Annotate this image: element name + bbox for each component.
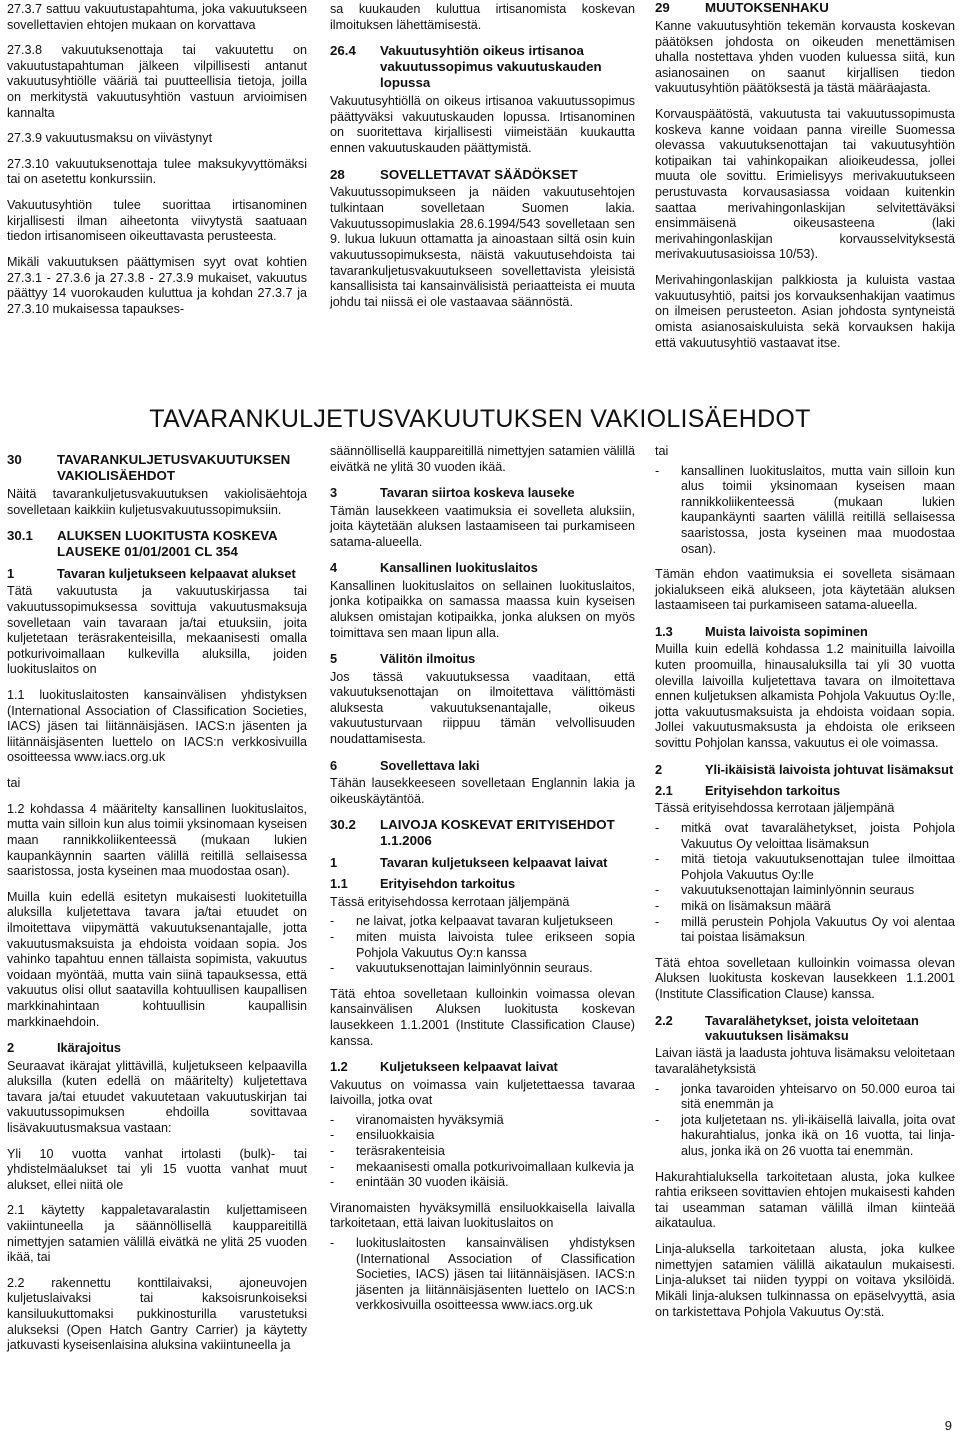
list-item: - mikä on lisämaksun määrä — [655, 899, 831, 914]
bullet-list — [655, 464, 955, 558]
paragraph: Viranomaisten hyväksymillä ensiluokkaisella laivalla tarkoitetaan, että laivan luokituslaitos on — [330, 1200, 635, 1231]
section-title: Ikärajoitus — [57, 1040, 122, 1056]
list-item: - teräsrakenteisia — [330, 1143, 445, 1158]
section-heading — [655, 624, 955, 639]
list-item: - jota kuljetetaan ns. yli-ikäisellä laivalla, joita ovat hakurahtialus, jonka ikä on 16 vuotta, tai linja-alus, jonka ikä on 26 vuotta tai enemmän. — [655, 1112, 955, 1159]
section-title: Tavaran kuljetukseen kelpaavat alukset — [57, 566, 296, 582]
paragraph: Tätä ehtoa sovelletaan kulloinkin voimassa olevan kansainvälisen Aluksen luokitusta koskevan lausekkeen 1.1.2001 (Institute Classification Clause) kanssa. — [330, 986, 635, 1048]
paragraph: 27.3.8 vakuutuksenottaja tai vakuutettu on vakuutustapahtuman jälkeen vilpillisesti antanut vakuutusyhtiölle vääriä tai puutteellisia tietoja, joilla on merkitystä vakuutusyhtiön vastuun arvioimisen kannalta — [7, 43, 307, 120]
section-heading — [330, 876, 635, 891]
section-title: Vakuutusyhtiön oikeus irtisanoa vakuutussopimus vakuutuskauden lopussa — [380, 43, 602, 91]
section-number: 29 — [655, 0, 670, 15]
paragraph: 27.3.9 vakuutusmaksu on viivästynyt — [7, 131, 213, 146]
section-heading — [330, 855, 635, 870]
list-item: - vakuutuksenottajan laiminlyönnin seuraus — [655, 883, 915, 898]
section-number: 28 — [330, 166, 345, 182]
section-number: 30 — [7, 452, 22, 467]
list-item: - luokituslaitosten kansainvälisen yhdistyksen (International Association of Classification Societies, IACS) jäsen tai liitännäisjäsen. IACS:n jäsenten ja liitännäisjäsenten luettelo on IACS:n verkkosivuilla osoitteessa www.iacs.org.uk — [330, 1236, 635, 1313]
bottom-column-3 — [655, 444, 955, 1330]
paragraph: Tähän lausekkeeseen sovelletaan Englannin lakia ja oikeuskäytäntöä. — [330, 775, 635, 806]
bullet-list — [330, 914, 635, 976]
section-heading — [655, 1013, 955, 1044]
paragraph: Tätä ehtoa sovelletaan kulloinkin voimassa olevan Aluksen luokitusta koskevan lausekkeen 1.1.2001 (Institute Classification Clause) kanssa. — [655, 955, 955, 1002]
section-number: 30.2 — [330, 817, 356, 833]
section-title: Sovellettava laki — [380, 757, 480, 773]
section-number: 1.3 — [655, 624, 673, 640]
list-item: - vakuutuksenottajan laiminlyönnin seuraus. — [330, 961, 593, 976]
section-title: Kuljetukseen kelpaavat laivat — [380, 1059, 558, 1075]
section-heading — [655, 762, 955, 777]
section-number: 3 — [330, 485, 338, 501]
section-title: Kansallinen luokituslaitos — [380, 560, 538, 576]
section-number: 1 — [7, 566, 15, 582]
paragraph: Mikäli vakuutuksen päättymisen syyt ovat kohtien 27.3.1 - 27.3.6 ja 27.3.8 - 27.3.9 mukaiset, vakuutus päättyy 14 vuorokauden kuluttua ja kohdan 27.3.7 ja 27.3.10 mukaisessa tapaukses- — [7, 254, 307, 316]
section-heading — [7, 1040, 307, 1055]
section-heading — [330, 1059, 635, 1074]
bullet-list — [330, 1236, 635, 1314]
paragraph: Muilla kuin edellä kohdassa 1.2 mainituilla laivoilla kuten proomuilla, hinausaluksilla tai yli 30 vuotta olevilla laivoilla kuljetettava tavara on ilmoitettava ennen kuljetuksen alkamista Pohjola Vakuutus Oy:lle, jotta vakuutusmaksuista ja ehdoista voidaan sopia. Jollei vakuutusmaksusta ja ehdoista ole erikseen sovittu Pohjolan kanssa, vakuutus ei ole voimassa. — [655, 642, 955, 751]
top-column-2 — [330, 2, 635, 320]
section-number: 1.1 — [330, 876, 348, 892]
section-number: 26.4 — [330, 43, 356, 59]
paragraph: 27.3.10 vakuutuksenottaja tulee maksukyvyttömäksi tai on asetettu konkurssiin. — [7, 156, 307, 187]
list-item: - kansallinen luokituslaitos, mutta vain silloin kun alus toimii yksinomaan kyseisen maan rannikkoliikenteessä (mukaan lukien kaupankäynti saarten välillä reitillä sellaisessa saaristossa, josta kyseinen maa muodostaa osan). — [655, 463, 955, 556]
section-heading — [330, 817, 635, 849]
section-heading — [655, 0, 955, 16]
paragraph: Laivan iästä ja laadusta johtuva lisämaksu veloitetaan tavaralähetyksistä — [655, 1046, 955, 1076]
section-heading — [330, 758, 635, 773]
section-heading — [330, 485, 635, 500]
list-item: - ensiluokkaisia — [330, 1128, 435, 1143]
section-number: 5 — [330, 651, 338, 667]
paragraph: Seuraavat ikärajat ylittävillä, kuljetukseen kelpaavilla aluksilla (kuten edellä on määritelty) kuljetettava tavara ja/tai etuudet vakuutetaan vakuutuskirjan tai vakuutussopimuksen ehdoilla sovittavaa lisävakuutusmaksua vastaan: — [7, 1058, 307, 1135]
section-title: SOVELLETTAVAT SÄÄDÖKSET — [380, 166, 578, 182]
paragraph: Vakuutussopimukseen ja näiden vakuutusehtojen tulkintaan sovelletaan Suomen lakia. Vakuutussopimuslakia 28.6.1994/543 sovelletaan sen 9. lukua lukuun ottamatta ja ainoastaan siltä osin kuin vakuutussopimuksesta, näistä vakuutusehdoista tai tavarankuljetusvakuutukseen sovellettavista yleisistä kansallisista tai kansainvälisistä periaatteista ei muuta johdu tai niissä ei ole vastaavaa säännöstä. — [330, 185, 635, 309]
paragraph: Kansallinen luokituslaitos on sellainen luokituslaitos, jonka kotipaikka on samassa maassa kuin kyseisen aluksen omistajan kotipaikka, jonka aluksen on myös toimittava sen maan lipun alla. — [330, 578, 635, 640]
section-heading — [7, 452, 307, 484]
section-number: 2 — [655, 761, 663, 777]
bullet-list — [655, 1082, 955, 1160]
list-item: - jonka tavaroiden yhteisarvo on 50.000 euroa tai sitä enemmän ja — [655, 1081, 955, 1112]
section-title: LAIVOJA KOSKEVAT ERITYISEHDOT 1.1.2006 — [380, 817, 615, 849]
section-heading — [655, 783, 955, 798]
paragraph: tai — [7, 776, 21, 791]
paragraph: Yli 10 vuotta vanhat irtolasti (bulk)- tai yhdistelmäalukset tai yli 15 vuotta vanhat muut alukset, ellei niitä ole — [7, 1146, 307, 1192]
list-item: - ne laivat, jotka kelpaavat tavaran kuljetukseen — [330, 914, 613, 929]
paragraph: sa kuukauden kuluttua irtisanomista koskevan ilmoituksen lähettämisestä. — [330, 2, 635, 32]
section-heading — [7, 528, 307, 560]
paragraph: säännöllisellä kauppareitillä nimettyjen satamien välillä eivätkä ne ylitä 30 vuoden ikää. — [330, 444, 635, 474]
section-title: Yli-ikäisistä laivoista johtuvat lisämaksut — [705, 761, 954, 777]
bottom-column-2 — [330, 444, 635, 1324]
section-number: 6 — [330, 757, 338, 773]
paragraph: Linja-aluksella tarkoitetaan alusta, joka kulkee nimettyjen satamien välillä aikataulun mukaisesti. Linja-alukset tai niiden tyyppi on voitava yksilöidä. Mikäli linja-aluksen tulkinnassa on epäselvyyttä, asia on tarkistettava Pohjola Vakuutus Oy:stä. — [655, 1242, 955, 1319]
bullet-list — [330, 1113, 635, 1191]
section-number: 1.2 — [330, 1059, 348, 1075]
section-title: ALUKSEN LUOKITUSTA KOSKEVA LAUSEKE 01/01/2001 CL 354 — [57, 528, 278, 560]
list-item: - millä perustein Pohjola Vakuutus Oy voi alentaa tai poistaa lisämaksun — [655, 914, 955, 945]
paragraph: Vakuutusyhtiön tulee suorittaa irtisanominen kirjallisesti ilman aiheetonta viivytystä saatuaan tiedon irtisanomiseen oikeuttavasta perusteesta. — [7, 198, 307, 244]
section-number: 30.1 — [7, 528, 33, 544]
paragraph: Tässä erityisehdossa kerrotaan jäljempänä — [330, 894, 570, 909]
section-title: Tavaran siirtoa koskeva lauseke — [380, 485, 575, 501]
list-item: - mekaanisesti omalla potkurivoimallaan kulkevia ja — [330, 1159, 634, 1174]
section-title: TAVARANKULJETUSVAKUUTUKSEN VAKIOLISÄEHDOT — [57, 452, 291, 483]
section-title: MUUTOKSENHAKU — [705, 0, 829, 15]
section-heading — [330, 167, 635, 183]
section-number: 4 — [330, 560, 338, 576]
paragraph: Hakurahtialuksella tarkoitetaan alusta, joka kulkee rahtia erikseen sovittavien ehtojen mukaisesti kahden tai useamman sataman välillä ilman kiinteää aikataulua. — [655, 1169, 955, 1231]
list-item: - miten muista laivoista tulee erikseen sopia Pohjola Vakuutus Oy:n kanssa — [330, 929, 635, 960]
section-number: 1 — [330, 855, 338, 871]
banner-title: TAVARANKULJETUSVAKUUTUKSEN VAKIOLISÄEHDOT — [149, 405, 811, 433]
paragraph: 2.1 käytetty kappaletavaralastin kuljettamiseen vakiintuneella ja säännöllisellä kauppareitillä nimettyjen satamien välillä eivätkä ne ylitä 25 vuoden ikää, tai — [7, 1203, 307, 1265]
paragraph: 1.1 luokituslaitosten kansainvälisen yhdistyksen (International Association of Classification Societies, IACS) jäsen tai liitännäisjäsen. IACS:n jäsenten ja liitännäisjäsenten luettelo on IACS:n verkkosivuilla osoitteessa www.iacs.org.uk — [7, 688, 307, 765]
section-title: Erityisehdon tarkoitus — [380, 876, 516, 892]
paragraph: 2.2 rakennettu konttilaivaksi, ajoneuvojen kuljetuslaivaksi tai kaksoisrunkoiseksi kansiluukuttomaksi pukkinosturilla varustetuksi alukseksi (Open Hatch Gantry Carrier) ja käytetty jatkuvasti kyseisenlaisina aluksina vakiintuneella ja — [7, 1275, 307, 1353]
paragraph: 27.3.7 sattuu vakuutustapahtuma, joka vakuutukseen sovellettavien ehtojen mukaan on korvattava — [7, 2, 307, 32]
section-number: 2.1 — [655, 783, 673, 799]
bullet-list — [655, 821, 955, 946]
section-heading — [330, 43, 635, 91]
page-number: 9 — [944, 1418, 952, 1433]
section-title: Välitön ilmoitus — [380, 651, 476, 667]
paragraph: Merivahingonlaskijan palkkiosta ja kuluista vastaa vakuutusyhtiö, paitsi jos korvauksenhakijan vaatimus on ilmeisen perusteeton. Asian johdosta syntyneistä omista asianosaiskuluista sekä korvauksen hakija että vakuutusyhtiö vastaavat itse. — [655, 273, 955, 350]
paragraph: tai — [655, 444, 669, 458]
section-title: Tavaran kuljetukseen kelpaavat laivat — [380, 855, 608, 871]
paragraph: Tämän lausekkeen vaatimuksia ei sovelleta aluksiin, joita käytetään aluksen lastaamiseen tai purkamiseen satama-alueella. — [330, 503, 635, 549]
top-column-3 — [655, 0, 955, 361]
paragraph: Tätä vakuutusta ja vakuutuskirjassa tai vakuutussopimuksessa sovittuja vakuutusmaksuja sovelletaan vain tavaraan ja/tai etuuksiin, joita kuljetetaan teräsrakenteisilla, mekaanisesti omalla potkurivoimallaan kulkevilla aluksilla, joiden luokituslaitos on — [7, 584, 307, 677]
paragraph: Vakuutus on voimassa vain kuljetettaessa tavaraa laivoilla, jotka ovat — [330, 1077, 635, 1108]
paragraph: 1.2 kohdassa 4 määritelty kansallinen luokituslaitos, mutta vain silloin kun alus toimii yksinomaan kyseisen maan rannikkoliikenteessä (mukaan lukien kaupankäynnin saarten välillä reitillä sellaisessa saaristossa, josta kyseinen maa muodostaa osan). — [7, 801, 307, 879]
top-column-1 — [7, 2, 307, 327]
paragraph: Tässä erityisehdossa kerrotaan jäljempänä — [655, 801, 895, 816]
list-item: - viranomaisten hyväksymiä — [330, 1112, 504, 1127]
paragraph: Kanne vakuutusyhtiön tekemän korvausta koskevan päätöksen johdosta on oikeuden menettämisen uhalla nostettava yhden vuoden kuluessa siitä, kun asianosainen on saanut kirjallisen tiedon vakuutusyhtiön päätöksestä ja tästä määräajasta. — [655, 18, 955, 96]
section-title: Tavaralähetykset, joista veloitetaan vakuutuksen lisämaksu — [705, 1012, 919, 1044]
section-heading — [330, 560, 635, 575]
paragraph: Näitä tavarankuljetusvakuutuksen vakiolisäehtoja sovelletaan kaikkiin kuljetusvakuutussopimuksiin. — [7, 486, 307, 517]
section-title: Erityisehdon tarkoitus — [705, 783, 841, 799]
section-number: 2.2 — [655, 1012, 673, 1028]
list-item: - enintään 30 vuoden ikäisiä. — [330, 1175, 509, 1190]
list-item: - mitkä ovat tavaralähetykset, joista Pohjola Vakuutus Oy veloittaa lisämaksun — [655, 821, 955, 851]
section-heading — [7, 566, 307, 581]
bottom-column-1 — [7, 446, 307, 1364]
paragraph: Tämän ehdon vaatimuksia ei sovelleta sisämaan jokialukseen eikä alukseen, jota käytetään aluksen lastaamiseen tai purkamiseen satama-alueella. — [655, 567, 955, 613]
paragraph: Korvauspäätöstä, vakuutusta tai vakuutussopimusta koskeva kanne voidaan panna vireille Suomessa olevassa vakuutuksenottajan tai vakuutusyhtiön kotipaikan tai vahinkopaikan alioikeudessa, jollei muuta ole sovittu. Erimielisyys merivakuutukseen perustuvasta korvausasiassa voidaan kuitenkin saattaa merivahingonlaskijan selvitettäväksi ensimmäisenä oikeusasteena (laki merivahingonlaskijan korvausselvityksestä merivakuutusasioissa 10/53). — [655, 107, 955, 262]
paragraph: Muilla kuin edellä esitetyn mukaisesti luokitetuilla aluksilla kuljetettava tavara ja/tai etuudet on ilmoitettava viipymättä vakuutuksenantajalle, jotta vakuutusmaksuista ja ehdoista voidaan sopia. Jos vahinko tapahtuu ennen tällaista sopimista, vakuutus voidaan myöntää, mutta vain siinä tapauksessa, että vakuutus olisi ollut saatavilla kohtuullisen kaupallisen markkinahintaan kohtuullisin kaupallisin markkinaehdoin. — [7, 889, 307, 1029]
paragraph: Vakuutusyhtiöllä on oikeus irtisanoa vakuutussopimus päättyväksi vakuutuskauden lopussa. Irtisanominen on suoritettava kirjallisesti viimeistään kuukautta ennen vakuutuskauden päättymistä. — [330, 94, 635, 155]
section-number: 2 — [7, 1040, 15, 1056]
paragraph: Jos tässä vakuutuksessa vaaditaan, että vakuutuksenottajan on ilmoitettava välittömästi aluksesta vakuutuksenantajalle, oikeus vakuutusturvaan riippuu tämän velvollisuuden noudattamisesta. — [330, 669, 635, 746]
section-heading — [330, 651, 635, 666]
list-item: - mitä tietoja vakuutuksenottajan tulee ilmoittaa Pohjola Vakuutus Oy:lle — [655, 852, 955, 882]
section-title: Muista laivoista sopiminen — [705, 624, 868, 640]
